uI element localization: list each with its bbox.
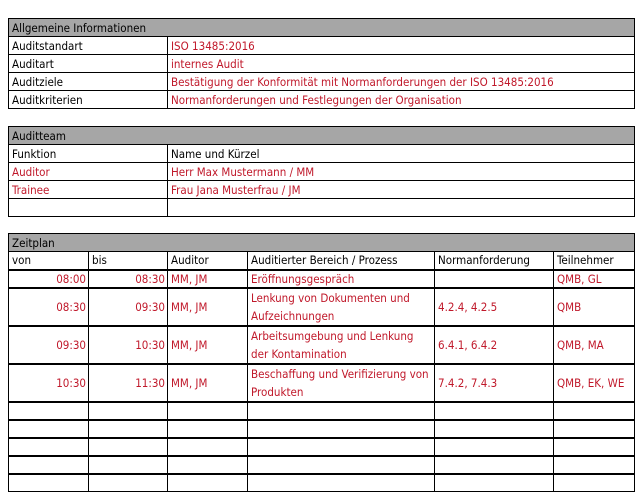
schedule-participants[interactable]: QMB, GL xyxy=(554,270,635,288)
empty-cell[interactable] xyxy=(89,474,168,492)
schedule-participants[interactable]: QMB, EK, WE xyxy=(554,364,635,402)
general-row xyxy=(9,91,635,109)
schedule-row-empty xyxy=(9,402,635,420)
empty-cell[interactable] xyxy=(248,438,435,456)
general-info-table xyxy=(8,18,635,109)
empty-cell[interactable] xyxy=(435,438,554,456)
general-value[interactable]: Bestätigung der Konformität mit Normanforderungen der ISO 13485:2016 xyxy=(168,73,635,91)
empty-cell[interactable] xyxy=(9,456,89,474)
schedule-title[interactable]: Zeitplan xyxy=(9,234,635,252)
empty-cell[interactable] xyxy=(9,402,89,420)
schedule-row xyxy=(9,326,635,364)
empty-cell[interactable] xyxy=(248,456,435,474)
team-row xyxy=(9,181,635,199)
empty-cell[interactable] xyxy=(168,438,248,456)
team-function[interactable]: Auditor xyxy=(9,163,168,181)
team-name[interactable]: Herr Max Mustermann / MM xyxy=(168,163,635,181)
schedule-from[interactable]: 09:30 xyxy=(9,326,89,364)
schedule-to[interactable]: 10:30 xyxy=(89,326,168,364)
empty-cell[interactable] xyxy=(554,438,635,456)
general-row xyxy=(9,73,635,91)
schedule-auditor[interactable]: MM, JM xyxy=(168,288,248,326)
team-name[interactable]: Frau Jana Musterfrau / JM xyxy=(168,181,635,199)
team-col-function[interactable]: Funktion xyxy=(9,145,168,163)
empty-cell[interactable] xyxy=(89,456,168,474)
schedule-row-empty xyxy=(9,420,635,438)
general-row xyxy=(9,55,635,73)
empty-cell[interactable] xyxy=(89,402,168,420)
schedule-participants[interactable]: QMB xyxy=(554,288,635,326)
general-row xyxy=(9,37,635,55)
col-from[interactable]: von xyxy=(9,252,89,270)
schedule-to[interactable]: 11:30 xyxy=(89,364,168,402)
general-label[interactable]: Auditkriterien xyxy=(9,91,168,109)
empty-cell[interactable] xyxy=(9,199,168,217)
audit-team-title[interactable]: Auditteam xyxy=(9,127,635,145)
general-label[interactable]: Auditart xyxy=(9,55,168,73)
empty-cell[interactable] xyxy=(9,438,89,456)
general-value[interactable]: ISO 13485:2016 xyxy=(168,37,635,55)
team-function[interactable]: Trainee xyxy=(9,181,168,199)
empty-cell[interactable] xyxy=(248,474,435,492)
col-area[interactable]: Auditierter Bereich / Prozess xyxy=(248,252,435,270)
team-row-empty xyxy=(9,199,635,217)
schedule-table xyxy=(8,233,635,492)
schedule-row-empty xyxy=(9,474,635,492)
schedule-to[interactable]: 08:30 xyxy=(89,270,168,288)
audit-team-table xyxy=(8,126,635,217)
schedule-auditor[interactable]: MM, JM xyxy=(168,364,248,402)
general-label[interactable]: Auditziele xyxy=(9,73,168,91)
schedule-auditor[interactable]: MM, JM xyxy=(168,270,248,288)
empty-cell[interactable] xyxy=(9,474,89,492)
col-auditor[interactable]: Auditor xyxy=(168,252,248,270)
empty-cell[interactable] xyxy=(554,402,635,420)
empty-cell[interactable] xyxy=(248,402,435,420)
empty-cell[interactable] xyxy=(435,456,554,474)
schedule-norm[interactable]: 6.4.1, 6.4.2 xyxy=(435,326,554,364)
general-value[interactable]: internes Audit xyxy=(168,55,635,73)
schedule-norm[interactable] xyxy=(435,270,554,288)
general-info-title[interactable]: Allgemeine Informationen xyxy=(9,19,635,37)
schedule-from[interactable]: 08:00 xyxy=(9,270,89,288)
schedule-area[interactable]: Lenkung von Dokumenten und Aufzeichnungen xyxy=(248,288,435,326)
empty-cell[interactable] xyxy=(435,402,554,420)
empty-cell[interactable] xyxy=(554,456,635,474)
team-row xyxy=(9,163,635,181)
empty-cell[interactable] xyxy=(89,438,168,456)
schedule-row-empty xyxy=(9,438,635,456)
general-label[interactable]: Auditstandart xyxy=(9,37,168,55)
empty-cell[interactable] xyxy=(554,420,635,438)
empty-cell[interactable] xyxy=(9,420,89,438)
schedule-norm[interactable]: 7.4.2, 7.4.3 xyxy=(435,364,554,402)
schedule-row-empty xyxy=(9,456,635,474)
empty-cell[interactable] xyxy=(168,456,248,474)
empty-cell[interactable] xyxy=(168,199,635,217)
empty-cell[interactable] xyxy=(168,402,248,420)
schedule-row xyxy=(9,288,635,326)
general-value[interactable]: Normanforderungen und Festlegungen der Organisation xyxy=(168,91,635,109)
empty-cell[interactable] xyxy=(168,474,248,492)
empty-cell[interactable] xyxy=(435,420,554,438)
empty-cell[interactable] xyxy=(168,420,248,438)
empty-cell[interactable] xyxy=(435,474,554,492)
schedule-norm[interactable]: 4.2.4, 4.2.5 xyxy=(435,288,554,326)
schedule-from[interactable]: 10:30 xyxy=(9,364,89,402)
col-norm[interactable]: Normanforderung xyxy=(435,252,554,270)
schedule-area[interactable]: Eröffnungsgespräch xyxy=(248,270,435,288)
schedule-participants[interactable]: QMB, MA xyxy=(554,326,635,364)
schedule-auditor[interactable]: MM, JM xyxy=(168,326,248,364)
empty-cell[interactable] xyxy=(248,420,435,438)
schedule-area[interactable]: Beschaffung und Verifizierung von Produkten xyxy=(248,364,435,402)
schedule-to[interactable]: 09:30 xyxy=(89,288,168,326)
schedule-row xyxy=(9,364,635,402)
col-to[interactable]: bis xyxy=(89,252,168,270)
col-participants[interactable]: Teilnehmer xyxy=(554,252,635,270)
schedule-row xyxy=(9,270,635,288)
schedule-area[interactable]: Arbeitsumgebung und Lenkung der Kontamination xyxy=(248,326,435,364)
empty-cell[interactable] xyxy=(89,420,168,438)
empty-cell[interactable] xyxy=(554,474,635,492)
team-col-name[interactable]: Name und Kürzel xyxy=(168,145,635,163)
schedule-from[interactable]: 08:30 xyxy=(9,288,89,326)
